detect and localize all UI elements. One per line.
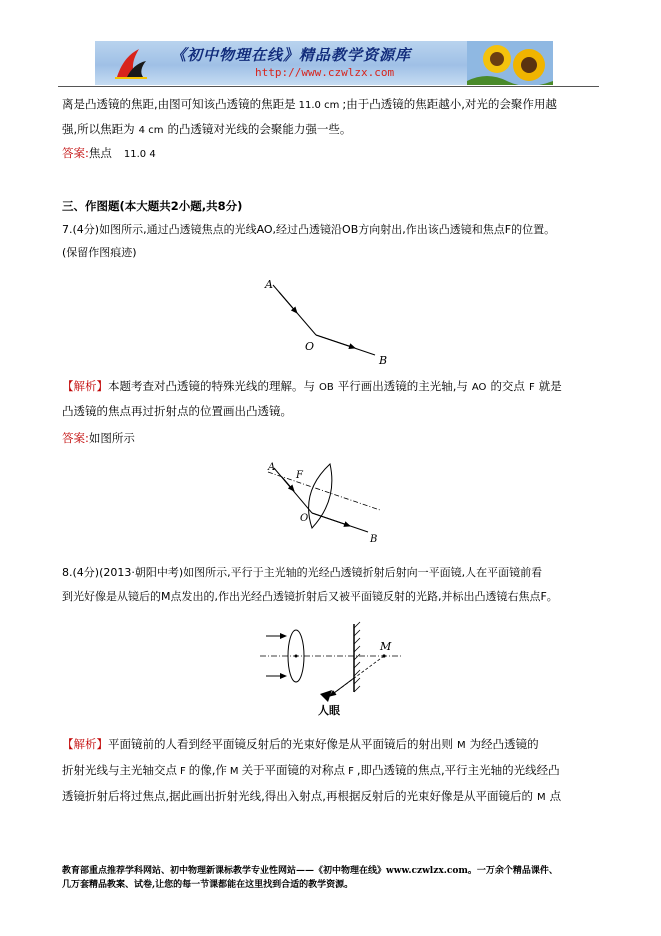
- q7-stem-2: (保留作图痕迹): [62, 246, 137, 259]
- section-heading: 三、作图题(本大题共2小题,共8分): [62, 199, 243, 213]
- footer-line-1: 教育部重点推荐学科网站、初中物理新课标教学专业性网站——《初中物理在线》www.czwlzx.com。一万余个精品课件、: [62, 866, 558, 876]
- ray-ob-arrow: [316, 335, 355, 348]
- ans-principal-axis: [268, 472, 380, 510]
- q7-analysis-1: 【解析】本题考查对凸透镜的特殊光线的理解。与 OB 平行画出透镜的主光轴,与 AO 的交点 F 就是: [62, 379, 562, 393]
- q8-analysis-1: 【解析】平面镜前的人看到经平面镜反射后的光束好像是从平面镜后的射出则 M 为经凸透镜的: [62, 737, 539, 751]
- label-eye: 人眼: [318, 704, 340, 717]
- q7-stem-1: 7.(4分)如图所示,通过凸透镜焦点的光线AO,经过凸透镜沿OB方向射出,作出该凸透镜和焦点F的位置。: [62, 223, 556, 236]
- ans-label-a: A: [268, 462, 276, 473]
- intro-line-2: 强,所以焦距为 4 cm 的凸透镜对光线的会聚能力强一些。: [62, 122, 352, 136]
- ans-label-f: F: [296, 470, 303, 481]
- banner-url[interactable]: http://www.czwlzx.com: [255, 66, 395, 79]
- site-logo-icon: [113, 45, 149, 81]
- sunflower-icon: [467, 41, 553, 85]
- ray-ao-arrow: [279, 292, 297, 313]
- label-a: A: [265, 278, 273, 291]
- label-o: O: [305, 340, 315, 353]
- ans-label-b: B: [370, 534, 378, 545]
- footer-line-2: 几万套精品教案、试卷,让您的每一节课都能在这里找到合适的教学资源。: [62, 880, 354, 890]
- lens-center: [295, 655, 298, 658]
- q7-analysis-2: 凸透镜的焦点再过折射点的位置画出凸透镜。: [62, 404, 292, 418]
- intro-line-1: 离是凸透镜的焦距,由图可知该凸透镜的焦距是 11.0 cm ;由于凸透镜的焦距越小,对光的会聚作用越: [62, 97, 557, 111]
- label-b: B: [379, 354, 388, 367]
- header-rule: [58, 86, 599, 87]
- mirror-hatching: [354, 622, 360, 692]
- q7-figure: [255, 275, 395, 370]
- q8-stem-1: 8.(4分)(2013·朝阳中考)如图所示,平行于主光轴的光经凸透镜折射后射向一平面镜,人在平面镜前看: [62, 566, 543, 579]
- q8-figure: [258, 618, 408, 718]
- ans-label-o: O: [300, 513, 309, 524]
- q8-stem-2: 到光好像是从镜后的M点发出的,作出光经凸透镜折射后又被平面镜反射的光路,并标出凸透镜右焦点F。: [62, 590, 558, 603]
- reflected-ray: [330, 678, 354, 696]
- banner-title: 《初中物理在线》精品教学资源库: [171, 46, 412, 64]
- header-banner: [95, 41, 553, 85]
- q7-answer-figure: [260, 458, 390, 548]
- intro-answer: 答案:焦点 11.0 4: [62, 146, 156, 160]
- ans-ray-arrow-2: [312, 513, 350, 526]
- label-m: M: [380, 640, 392, 653]
- q7-answer: 答案:如图所示: [62, 431, 135, 445]
- q8-analysis-3: 透镜折射后将过焦点,据此画出折射光线,得出入射点,再根据反射后的光束好像是从平面镜后的 M 点: [62, 789, 562, 803]
- q8-analysis-2: 折射光线与主光轴交点 F 的像,作 M 关于平面镜的对称点 F ,即凸透镜的焦点,平行主光轴的光线经凸: [62, 763, 560, 777]
